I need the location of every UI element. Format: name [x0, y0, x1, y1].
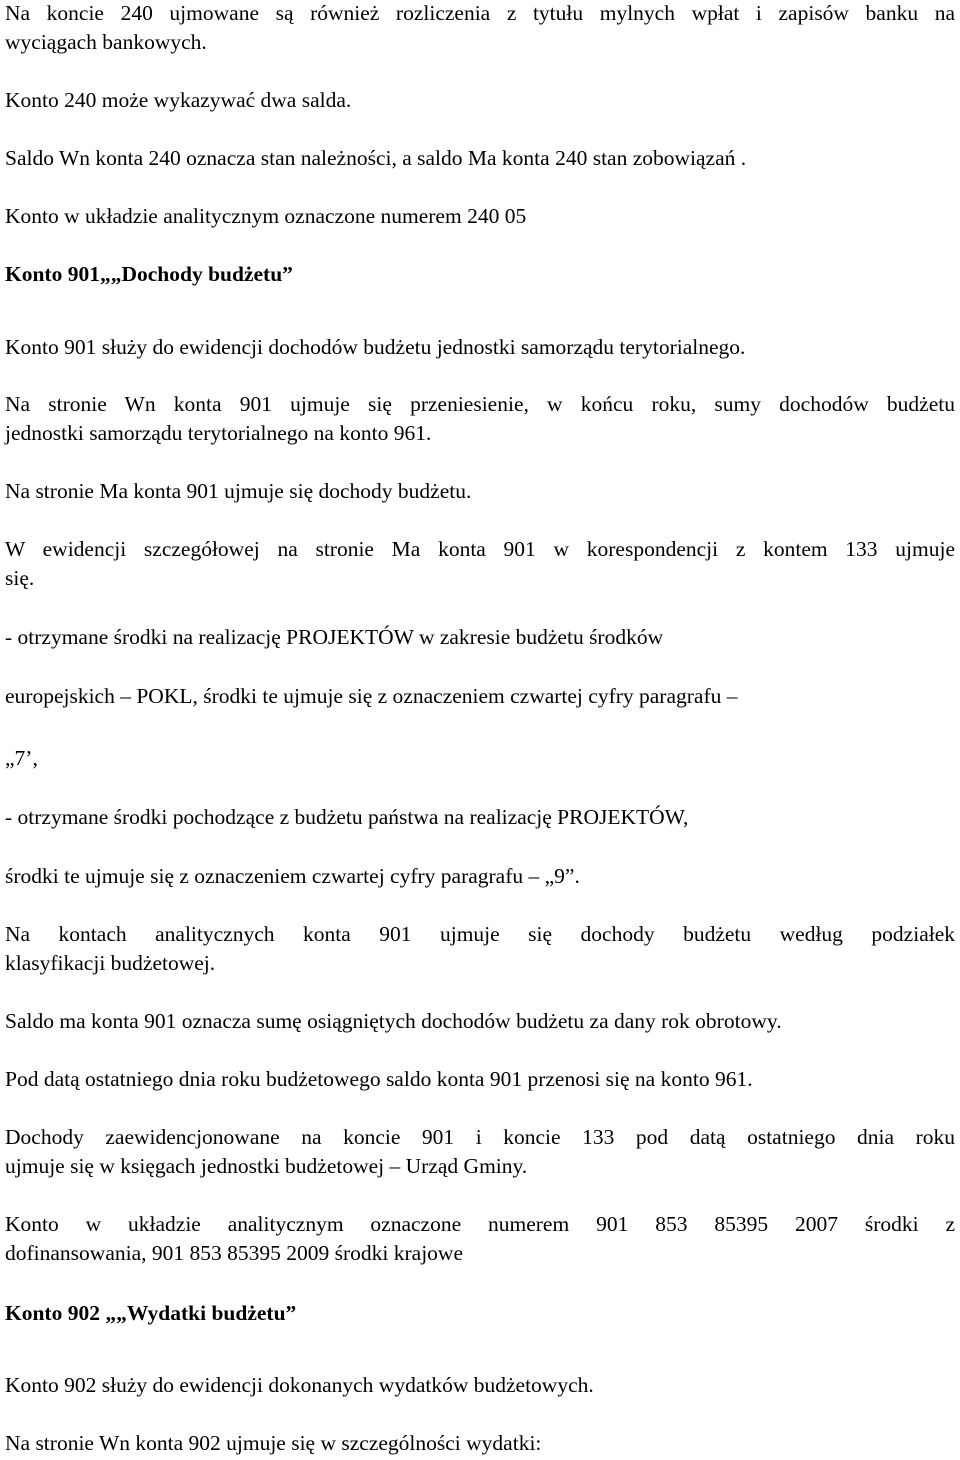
paragraph-line: Pod datą ostatniego dnia roku budżetowego saldo konta 901 przenosi się na konto 961. — [5, 1067, 753, 1091]
paragraph-line: środki te ujmuje się z oznaczeniem czwartej cyfry paragrafu – „9”. — [5, 864, 580, 888]
paragraph-line: się. — [5, 566, 35, 590]
list-item: - otrzymane środki na realizację PROJEKTÓW w zakresie budżetu środków — [5, 625, 664, 649]
paragraph-line: Dochody zaewidencjonowane na koncie 901 i koncie 133 pod datą ostatniego dnia roku — [5, 1125, 955, 1149]
paragraph-line: Konto 901 służy do ewidencji dochodów budżetu jednostki samorządu terytorialnego. — [5, 335, 746, 359]
paragraph-line: Na stronie Wn konta 901 ujmuje się przeniesienie, w końcu roku, sumy dochodów budżetu — [5, 392, 955, 416]
section-heading: Konto 902 „„Wydatki budżetu” — [5, 1301, 297, 1325]
paragraph-line: „7’, — [5, 746, 38, 770]
paragraph-line: Konto w układzie analitycznym oznaczone numerem 901 853 85395 2007 środki z — [5, 1212, 955, 1236]
paragraph-line: W ewidencji szczegółowej na stronie Ma konta 901 w korespondencji z kontem 133 ujmuje — [5, 537, 955, 561]
paragraph-line: Konto 240 może wykazywać dwa salda. — [5, 88, 352, 112]
paragraph-line: Na stronie Wn konta 902 ujmuje się w szczególności wydatki: — [5, 1431, 542, 1455]
paragraph-line: klasyfikacji budżetowej. — [5, 951, 216, 975]
paragraph-line: Konto w układzie analitycznym oznaczone numerem 240 05 — [5, 204, 527, 228]
paragraph-line: dofinansowania, 901 853 85395 2009 środki krajowe — [5, 1241, 463, 1265]
section-heading: Konto 901„„Dochody budżetu” — [5, 262, 293, 286]
paragraph-line: Saldo ma konta 901 oznacza sumę osiągniętych dochodów budżetu za dany rok obrotowy. — [5, 1009, 782, 1033]
paragraph-line: jednostki samorządu terytorialnego na konto 961. — [5, 421, 432, 445]
paragraph-line: europejskich – POKL, środki te ujmuje się z oznaczeniem czwartej cyfry paragrafu – — [5, 684, 738, 708]
paragraph-line: Saldo Wn konta 240 oznacza stan należności, a saldo Ma konta 240 stan zobowiązań . — [5, 146, 747, 170]
paragraph-line: wyciągach bankowych. — [5, 30, 207, 54]
paragraph-line: ujmuje się w księgach jednostki budżetowej – Urząd Gminy. — [5, 1154, 528, 1178]
list-item: - otrzymane środki pochodzące z budżetu państwa na realizację PROJEKTÓW, — [5, 805, 689, 829]
paragraph-line: Na kontach analitycznych konta 901 ujmuje się dochody budżetu według podziałek — [5, 922, 955, 946]
paragraph-line: Na koncie 240 ujmowane są również rozliczenia z tytułu mylnych wpłat i zapisów banku na — [5, 1, 955, 25]
paragraph-line: Konto 902 służy do ewidencji dokonanych wydatków budżetowych. — [5, 1373, 594, 1397]
paragraph-line: Na stronie Ma konta 901 ujmuje się dochody budżetu. — [5, 479, 472, 503]
